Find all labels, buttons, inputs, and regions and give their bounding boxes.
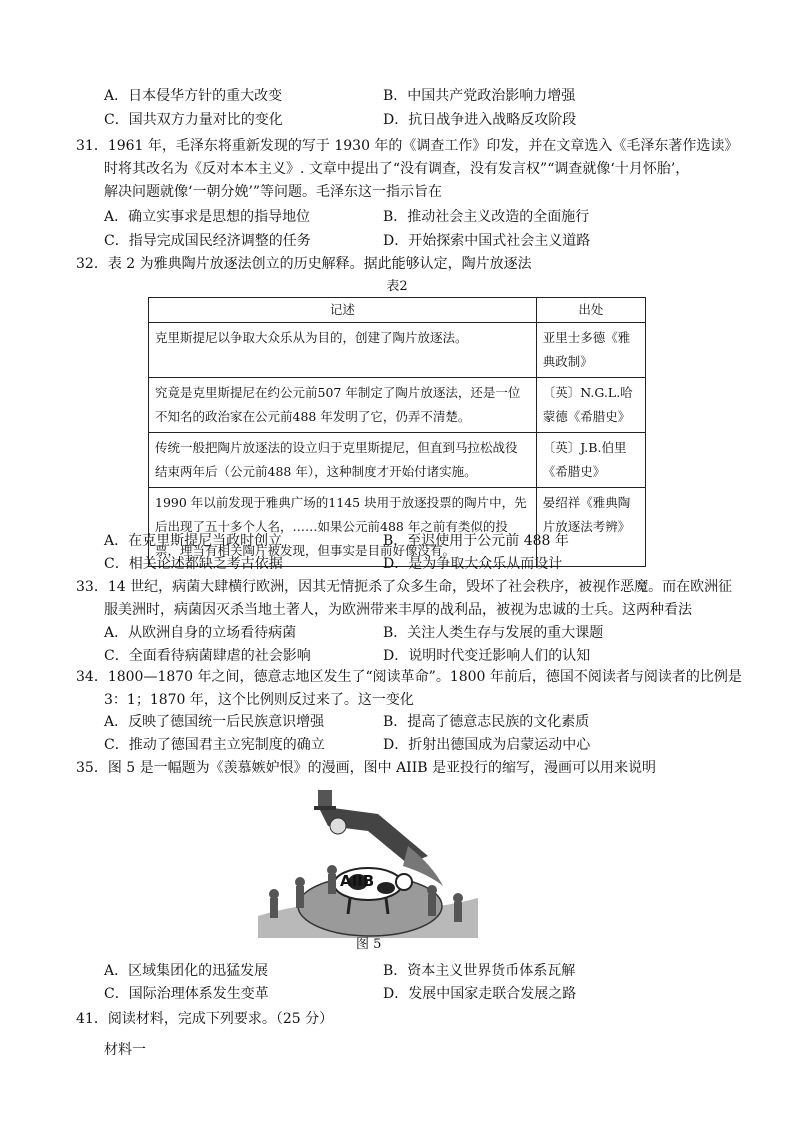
q34-option-b: B．提高了德意志民族的文化素质 [383,714,590,730]
q31-stem-line1: 31．1961 年，毛泽东将重新发现的写于 1930 年的《调查工作》印发，并在文章选入《毛泽东著作选读》 [76,138,739,154]
cartoon-image [258,786,478,938]
table-cell-record: 1990 年以前发现于雅典广场的1145 块用于放逐投票的陶片中，先后出现了五十多个人名，……如果公元前488 年之前有类似的投票，理当有相关陶片被发现，但事实是目前好像没有。 [149,488,537,567]
q35-option-b: B．资本主义世界货币体系瓦解 [383,963,576,979]
table-header-row [149,298,646,323]
q32-option-d: D．是为争取大众乐从而设计 [383,556,563,572]
q30-option-d: D．抗日战争进入战略反攻阶段 [383,112,577,128]
table-cell-source: 晏绍祥《雅典陶片放逐法考辨》 [536,488,645,567]
q33-option-b: B．关注人类生存与发展的重大课题 [383,625,604,641]
table-header-source: 出处 [536,298,645,323]
q32-option-b: B．至迟使用于公元前 488 年 [383,533,569,549]
q31-option-b: B．推动社会主义改造的全面施行 [383,209,590,225]
q35-option-a: A．区域集团化的迅猛发展 [104,963,269,979]
q34-option-d: D．折射出德国成为启蒙运动中心 [383,737,591,753]
q31-stem-line3: 解决问题就像‘一朝分娩’”等问题。毛泽东这一指示旨在 [104,184,443,200]
q30-option-a: A．日本侵华方针的重大改变 [104,88,283,104]
q35-stem: 35．图 5 是一幅题为《羡慕嫉妒恨》的漫画，图中 AIIB 是亚投行的缩写，漫画可以用来说明 [76,760,656,776]
q34-option-a: A．反映了德国统一后民族意识增强 [104,714,325,730]
q31-option-a: A．确立实事求是思想的指导地位 [104,209,311,225]
table-cell-source: 亚里士多德《雅典政制》 [536,323,645,378]
q34-option-c: C．推动了德国君主立宪制度的确立 [104,737,325,753]
q33-option-a: A．从欧洲自身的立场看待病菌 [104,625,297,641]
q33-option-d: D．说明时代变迁影响人们的认知 [383,648,591,664]
q30-option-b: B．中国共产党政治影响力增强 [383,88,576,104]
cartoon-label: AIIB [340,872,375,890]
q30-option-c: C．国共双方力量对比的变化 [104,112,283,128]
table-cell-record: 究竟是克里斯提尼在约公元前507 年制定了陶片放逐法，还是一位不知名的政治家在公元前488 年发明了它，仍弄不清楚。 [149,378,537,433]
q31-stem-line2: 时将其改名为《反对本本主义》. 文章中提出了“没有调查，没有发言权”“调查就像‘十月怀胎’， [104,161,690,177]
table-cell-record: 传统一般把陶片放逐法的设立归于克里斯提尼，但直到马拉松战役结束两年后（公元前488 年），这种制度才开始付诸实施。 [149,433,537,488]
q32-option-c: C．相关论述都缺乏考古依据 [104,556,283,572]
table-header-record: 记述 [149,298,537,323]
table-row [149,433,646,488]
q31-option-d: D．开始探索中国式社会主义道路 [383,233,591,249]
table-2-title: 表2 [386,279,408,294]
q32-option-a: A．在克里斯提尼当政时创立 [104,533,283,549]
q35-option-d: D．发展中国家走联合发展之路 [383,986,577,1002]
q35-option-c: C．国际治理体系发生变革 [104,986,269,1002]
q34-stem-line2: 3：1；1870 年，这个比例则反过来了。这一变化 [104,692,414,708]
q34-stem-line1: 34．1800—1870 年之间，德意志地区发生了“阅读革命”。1800 年前后，德国不阅读者与阅读者的比例是 [76,669,742,685]
q41-material-label: 材料一 [104,1042,146,1058]
table-cell-source: 〔英〕N.G.L.哈蒙德《希腊史》 [536,378,645,433]
q33-option-c: C．全面看待病菌肆虐的社会影响 [104,648,311,664]
figure-5-caption: 图 5 [356,937,382,952]
table-row [149,323,646,378]
table-2 [148,297,646,567]
q33-stem-line1: 33．14 世纪，病菌大肆横行欧洲，因其无情扼杀了众多生命，毁坏了社会秩序，被视作恶魔。而在欧洲征 [76,579,733,595]
q41-stem: 41．阅读材料，完成下列要求。（25 分） [76,1011,334,1027]
q31-option-c: C．指导完成国民经济调整的任务 [104,233,311,249]
q32-stem: 32．表 2 为雅典陶片放逐法创立的历史解释。据此能够认定，陶片放逐法 [76,256,532,272]
table-row [149,378,646,433]
table-cell-source: 〔英〕J.B.伯里《希腊史》 [536,433,645,488]
table-cell-record: 克里斯提尼以争取大众乐从为目的，创建了陶片放逐法。 [149,323,537,378]
q33-stem-line2: 服美洲时，病菌因灭杀当地土著人，为欧洲带来丰厚的战利品，被视为忠诚的士兵。这两种看法 [104,602,692,618]
